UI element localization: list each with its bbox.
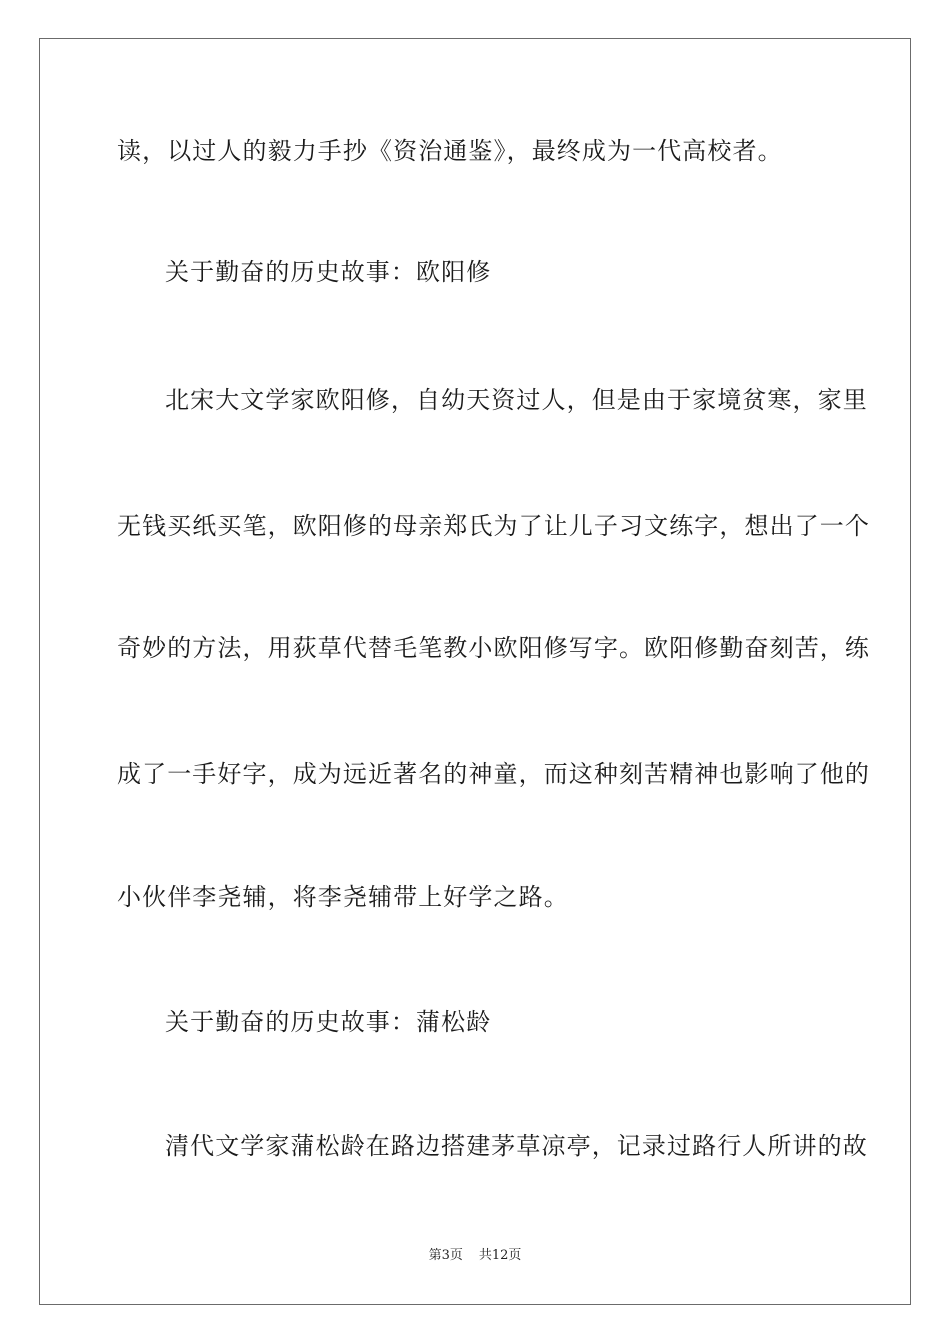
body-line-9: 清代文学家蒲松龄在路边搭建茅草凉亭，记录过路行人所讲的故 — [165, 1132, 868, 1160]
page-frame — [39, 38, 911, 1305]
body-line-4: 无钱买纸买笔，欧阳修的母亲郑氏为了让儿子习文练字，想出了一个 — [117, 512, 870, 540]
page-number: 第3页 — [428, 1248, 463, 1263]
body-line-7: 小伙伴李尧辅，将李尧辅带上好学之路。 — [117, 883, 569, 911]
body-line-1: 读，以过人的毅力手抄《资治通鉴》，最终成为一代高校者。 — [117, 137, 783, 165]
body-line-6: 成了一手好字，成为远近著名的神童，而这种刻苦精神也影响了他的 — [117, 760, 870, 788]
section-heading-pu-songling: 关于勤奋的历史故事：蒲松龄 — [165, 1008, 492, 1036]
page-total: 共12页 — [478, 1248, 522, 1263]
section-heading-ouyang-xiu: 关于勤奋的历史故事：欧阳修 — [165, 258, 492, 286]
body-line-3: 北宋大文学家欧阳修，自幼天资过人，但是由于家境贫寒，家里 — [165, 386, 868, 414]
page-footer — [0, 1247, 950, 1265]
body-line-5: 奇妙的方法，用荻草代替毛笔教小欧阳修写字。欧阳修勤奋刻苦，练 — [117, 634, 870, 662]
